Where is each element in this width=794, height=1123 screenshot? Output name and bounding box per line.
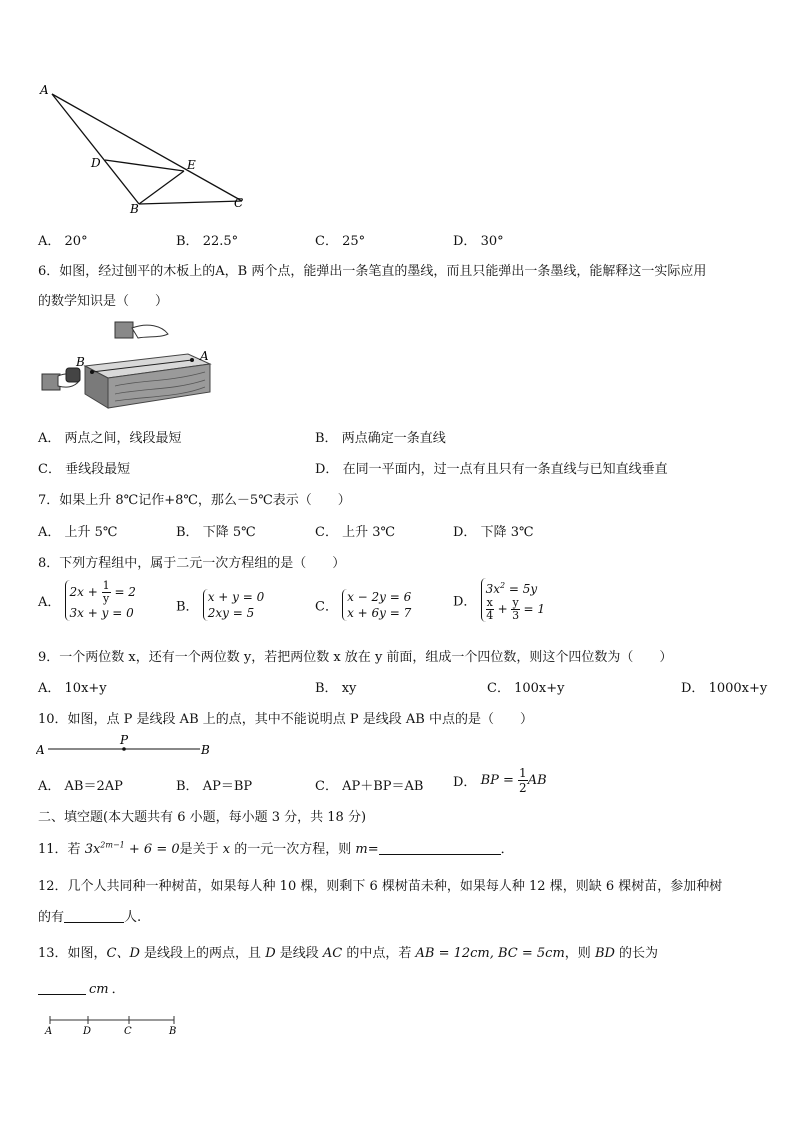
wooden-board-figure (40, 320, 220, 412)
q10-option-d: D． BP = $\frac{1}{2}$ AB (453, 766, 547, 795)
q7-option-d: D． 下降 3℃ (453, 525, 534, 540)
triangle-figure (36, 80, 256, 215)
label-a: A (45, 1026, 53, 1036)
q6-option-c: C． 垂线段最短 (38, 462, 131, 477)
q10-stem: 10．如图，点 P 是线段 AB 上的点，其中不能说明点 P 是线段 AB 中点的是（ ） (38, 712, 533, 727)
q9-option-d: D． 1000x+y (681, 681, 768, 696)
q12-answer-blank[interactable] (64, 910, 124, 923)
q10-option-a: A． AB＝2AP (38, 779, 123, 794)
q11-answer-blank[interactable] (379, 842, 501, 855)
label-c: C (234, 196, 244, 210)
label-a: A (36, 743, 45, 757)
label-p: P (120, 733, 129, 747)
q9-option-a: A． 10x+y (38, 681, 107, 696)
q8-option-d: D． $3x^2 = 5y$ $\frac{x}{4}$ + $\frac{y}{3}$ = 1 (453, 578, 545, 622)
q8-stem: 8．下列方程组中，属于二元一次方程组的是（ ） (38, 556, 346, 571)
label-b: B (76, 355, 85, 369)
label-d: D (91, 156, 101, 170)
q11: 11．若 $3x^{2m-1} + 6 = 0$是关于 x 的一元一次方程，则 m= ． (38, 840, 514, 857)
label-d: D (83, 1026, 92, 1036)
q6-stem-line1: 6．如图，经过刨平的木板上的A，B 两个点，能弹出一条笔直的墨线，而且只能弹出一条墨线，能解释这一实际应用 (38, 264, 707, 279)
q9-option-c: C． 100x+y (487, 681, 565, 696)
q8-option-a: A． 2x + $\frac{1}{y}$ = 2 3x + y = 0 (38, 579, 136, 620)
q12-line1: 12．几个人共同种一种树苗，如果每人种 10 棵，则剩下 6 棵树苗未种，如果每人种 12 棵，则缺 6 棵树苗，参加种树 (38, 879, 723, 894)
q13-stem: 13．如图，C、D 是线段上的两点，且 D 是线段 AC 的中点，若 AB = 12cm, BC = 5cm，则 BD 的长为 (38, 946, 659, 961)
q10-option-b: B． AP＝BP (176, 779, 253, 794)
label-a: A (40, 83, 49, 97)
label-b: B (130, 202, 139, 215)
label-b: B (169, 1026, 177, 1036)
section-title: 二、填空题(本大题共有 6 小题，每小题 3 分，共 18 分) (38, 810, 367, 825)
q5-option-d: D． 30° (453, 234, 504, 249)
q5-option-b: B． 22.5° (176, 234, 239, 249)
label-c: C (124, 1026, 132, 1036)
q7-option-b: B． 下降 5℃ (176, 525, 256, 540)
q10-option-c: C． AP＋BP＝AB (315, 779, 424, 794)
segment-adcb-figure (40, 1012, 185, 1036)
label-a: A (200, 349, 209, 363)
q13-answer-blank[interactable] (38, 982, 86, 995)
q8-option-b: B． x + y = 0 2xy = 5 (176, 590, 265, 620)
q7-option-a: A． 上升 5℃ (38, 525, 118, 540)
q7-option-c: C． 上升 3℃ (315, 525, 396, 540)
q6-option-b: B． 两点确定一条直线 (315, 431, 446, 446)
q6-option-a: A． 两点之间，线段最短 (38, 431, 182, 446)
label-b: B (201, 743, 210, 757)
q5-option-a: A． 20° (38, 234, 88, 249)
q9-stem: 9．一个两位数 x，还有一个两位数 y，若把两位数 x 放在 y 前面，组成一个四位数，则这个四位数为（ ） (38, 650, 673, 665)
q6-stem-line2: 的数学知识是（ ） (38, 294, 169, 309)
q6-option-d: D． 在同一平面内，过一点有且只有一条直线与已知直线垂直 (315, 462, 668, 477)
q8-option-c: C． x − 2y = 6 x + 6y = 7 (315, 590, 412, 620)
q7-stem: 7．如果上升 8℃记作+8℃，那么－5℃表示（ ） (38, 493, 351, 508)
label-e: E (187, 158, 196, 172)
q9-option-b: B． xy (315, 681, 357, 696)
q12-line2: 的有 人. (38, 910, 142, 925)
segment-ab-figure (36, 733, 216, 759)
q5-option-c: C． 25° (315, 234, 366, 249)
q13-answer-line: cm ． (38, 978, 125, 997)
